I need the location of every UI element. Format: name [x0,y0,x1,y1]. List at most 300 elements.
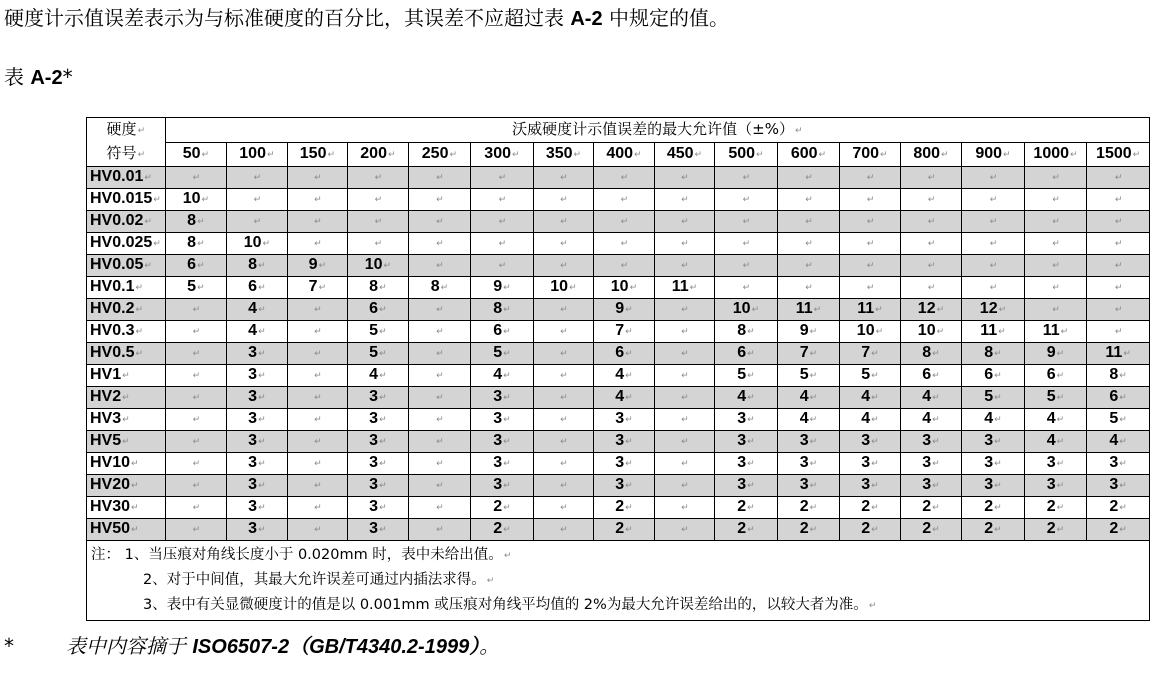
tolerance-cell: ↵ [654,299,715,321]
tolerance-cell: ↵ [533,519,594,541]
tolerance-cell: 3↵ [348,387,409,409]
tolerance-cell: 8↵ [1087,365,1150,387]
tolerance-cell: ↵ [408,365,471,387]
table-row [87,277,1150,299]
load-header-600: 600↵ [777,143,840,167]
corner-header [87,118,166,167]
tolerance-cell: ↵ [165,519,227,541]
table-row [87,497,1150,519]
tolerance-cell: 3↵ [227,431,288,453]
tolerance-cell: 12↵ [962,299,1025,321]
table-row [87,431,1150,453]
tolerance-cell: ↵ [471,167,534,189]
tolerance-cell: ↵ [408,321,471,343]
tolerance-cell: 3↵ [348,497,409,519]
tolerance-cell: ↵ [840,277,901,299]
tolerance-cell: 3↵ [777,475,840,497]
tolerance-cell: ↵ [408,189,471,211]
tolerance-cell: ↵ [654,321,715,343]
tolerance-cell: 8↵ [962,343,1025,365]
table-caption-name: A-2 [30,67,63,89]
tolerance-cell: 3↵ [1024,475,1087,497]
tolerance-cell: 10↵ [594,277,655,299]
hardness-symbol-cell: HV50↵ [87,519,166,541]
tolerance-cell: 2↵ [840,519,901,541]
tolerance-cell: ↵ [408,475,471,497]
tolerance-cell: ↵ [533,211,594,233]
tolerance-cell: ↵ [715,167,778,189]
tolerance-cell: ↵ [408,387,471,409]
tolerance-cell: 2↵ [594,497,655,519]
tolerance-cell: 5↵ [471,343,534,365]
tolerance-cell: ↵ [777,189,840,211]
tolerance-cell: ↵ [962,255,1025,277]
tolerance-cell: ↵ [840,189,901,211]
tolerance-cell: ↵ [533,167,594,189]
load-header-400: 400↵ [594,143,655,167]
table-row [87,387,1150,409]
table-header-row-1 [87,118,1150,143]
tolerance-cell: ↵ [165,343,227,365]
tolerance-cell: 8↵ [715,321,778,343]
tolerance-cell: 2↵ [715,497,778,519]
tolerance-cell: ↵ [533,321,594,343]
tolerance-cell: 3↵ [900,475,962,497]
tolerance-cell: 3↵ [227,365,288,387]
footnote-text-2: 。 [479,634,500,658]
tolerance-cell: ↵ [1087,211,1150,233]
tolerance-cell: 11↵ [1087,343,1150,365]
tolerance-cell: ↵ [471,189,534,211]
tolerance-cell: 8↵ [408,277,471,299]
tolerance-cell: 6↵ [715,343,778,365]
load-header-450: 450↵ [654,143,715,167]
tolerance-cell: 3↵ [962,475,1025,497]
tolerance-cell: ↵ [165,453,227,475]
load-header-250: 250↵ [408,143,471,167]
load-header-700: 700↵ [840,143,901,167]
tolerance-cell: ↵ [533,431,594,453]
hardness-symbol-cell: HV0.015↵ [87,189,166,211]
tolerance-cell: 3↵ [227,497,288,519]
tolerance-cell: 7↵ [840,343,901,365]
tolerance-cell: 3↵ [471,409,534,431]
tolerance-cell: ↵ [1087,189,1150,211]
hardness-symbol-cell: HV0.5↵ [87,343,166,365]
tolerance-cell: 5↵ [962,387,1025,409]
footnote [4,632,499,661]
tolerance-cell: 4↵ [840,409,901,431]
tolerance-cell: 3↵ [594,431,655,453]
tolerance-cell: 11↵ [1024,321,1087,343]
tolerance-cell: ↵ [777,277,840,299]
tolerance-cell: ↵ [715,189,778,211]
tolerance-cell: ↵ [900,167,962,189]
tolerance-cell: 8↵ [165,211,227,233]
load-header-1000: 1000↵ [1024,143,1087,167]
tolerance-cell: 5↵ [1024,387,1087,409]
hardness-symbol-cell: HV30↵ [87,497,166,519]
tolerance-cell: ↵ [408,211,471,233]
tolerance-cell: ↵ [840,167,901,189]
tolerance-cell: 10↵ [715,299,778,321]
tolerance-cell: ↵ [348,233,409,255]
tolerance-cell: 3↵ [471,475,534,497]
tolerance-cell: ↵ [1087,277,1150,299]
tolerance-cell: ↵ [962,233,1025,255]
table-header-row-loads [87,143,1150,167]
tolerance-cell: 2↵ [777,497,840,519]
tolerance-cell: ↵ [533,453,594,475]
tolerance-cell: ↵ [654,431,715,453]
corner-header-line-2: 符号↵ [106,144,146,162]
tolerance-cell: ↵ [348,211,409,233]
tolerance-cell: 4↵ [715,387,778,409]
tolerance-cell: 5↵ [348,343,409,365]
tolerance-cell: ↵ [1087,299,1150,321]
tolerance-cell: ↵ [348,189,409,211]
tolerance-cell: ↵ [287,431,348,453]
tolerance-cell: ↵ [1024,167,1087,189]
tolerance-cell: 6↵ [1087,387,1150,409]
tolerance-cell: 2↵ [962,519,1025,541]
tolerance-cell: ↵ [533,497,594,519]
tolerance-cell: ↵ [165,431,227,453]
tolerance-cell: ↵ [654,387,715,409]
corner-header-line-1: 硬度↵ [106,120,146,138]
tolerance-cell: ↵ [408,343,471,365]
tolerance-cell: 3↵ [962,453,1025,475]
tolerance-cell: ↵ [777,211,840,233]
tolerance-cell: 6↵ [1024,365,1087,387]
tolerance-cell: ↵ [165,475,227,497]
tolerance-cell: 3↵ [900,453,962,475]
tolerance-cell: ↵ [408,519,471,541]
table-row [87,409,1150,431]
table-caption [4,63,73,92]
tolerance-cell: 2↵ [900,519,962,541]
tolerance-cell: ↵ [900,211,962,233]
span-header-title: 沃威硬度计示值误差的最大允许值（±%）↵ [165,118,1149,143]
tolerance-cell: ↵ [715,255,778,277]
tolerance-cell: 3↵ [594,409,655,431]
tolerance-cell: 9↵ [287,255,348,277]
tolerance-cell: 3↵ [594,475,655,497]
tolerance-cell: ↵ [654,233,715,255]
tolerance-cell: 3↵ [471,431,534,453]
tolerance-cell: 6↵ [227,277,288,299]
tolerance-cell: ↵ [533,255,594,277]
intro-paragraph [4,4,729,33]
tolerance-cell: ↵ [1087,233,1150,255]
tolerance-cell: ↵ [165,299,227,321]
tolerance-cell: ↵ [287,211,348,233]
tolerance-cell: ↵ [900,189,962,211]
tolerance-cell: 3↵ [900,431,962,453]
tolerance-cell: 3↵ [1024,453,1087,475]
tolerance-cell: ↵ [287,233,348,255]
tolerance-cell: ↵ [287,343,348,365]
hardness-symbol-cell: HV20↵ [87,475,166,497]
tolerance-cell: ↵ [654,453,715,475]
note-line: 2、对于中间值，其最大允许误差可通过内插法求得。↵ [143,572,495,588]
tolerance-cell: 2↵ [471,519,534,541]
tolerance-cell: 8↵ [471,299,534,321]
tolerance-cell: ↵ [165,365,227,387]
tolerance-cell: ↵ [408,299,471,321]
tolerance-cell: 5↵ [1087,409,1150,431]
tolerance-cell: 3↵ [962,431,1025,453]
table-row [87,365,1150,387]
tolerance-cell: ↵ [533,189,594,211]
hardness-symbol-cell: HV3↵ [87,409,166,431]
tolerance-cell: ↵ [1024,255,1087,277]
tolerance-cell: 9↵ [777,321,840,343]
tolerance-cell: ↵ [962,211,1025,233]
tolerance-cell: 3↵ [227,519,288,541]
tolerance-cell: 10↵ [900,321,962,343]
tolerance-cell: ↵ [287,475,348,497]
hardness-symbol-cell: HV10↵ [87,453,166,475]
tolerance-cell: ↵ [471,211,534,233]
tolerance-cell: ↵ [165,409,227,431]
tolerance-cell: ↵ [408,453,471,475]
tolerance-cell: ↵ [1024,233,1087,255]
intro-table-ref: A-2 [570,8,603,30]
intro-text-2: 中规定的值。 [602,6,729,30]
tolerance-cell: ↵ [654,255,715,277]
tolerance-cell: 5↵ [715,365,778,387]
tolerance-cell: ↵ [287,387,348,409]
tolerance-cell: 5↵ [165,277,227,299]
tolerance-cell: 3↵ [715,431,778,453]
tolerance-cell: ↵ [962,189,1025,211]
tolerance-cell: ↵ [962,277,1025,299]
tolerance-cell: 8↵ [900,343,962,365]
tolerance-table [86,117,1150,621]
tolerance-cell: ↵ [840,233,901,255]
load-header-100: 100↵ [227,143,288,167]
tolerance-cell: 2↵ [1087,497,1150,519]
table-row [87,255,1150,277]
tolerance-cell: 2↵ [1024,519,1087,541]
tolerance-cell: ↵ [900,233,962,255]
tolerance-cell: 3↵ [348,431,409,453]
tolerance-cell: 4↵ [227,321,288,343]
tolerance-cell: ↵ [533,343,594,365]
tolerance-cell: 8↵ [165,233,227,255]
tolerance-cell: 3↵ [348,475,409,497]
hardness-symbol-cell: HV0.1↵ [87,277,166,299]
table-row [87,321,1150,343]
tolerance-cell: 4↵ [962,409,1025,431]
hardness-symbol-cell: HV2↵ [87,387,166,409]
hardness-symbol-cell: HV0.2↵ [87,299,166,321]
tolerance-cell: 3↵ [777,453,840,475]
tolerance-cell: ↵ [227,211,288,233]
tolerance-cell: 8↵ [227,255,288,277]
tolerance-cell: ↵ [654,365,715,387]
tolerance-cell: 10↵ [533,277,594,299]
tolerance-cell: ↵ [287,409,348,431]
hardness-symbol-cell: HV1↵ [87,365,166,387]
tolerance-cell: ↵ [287,321,348,343]
table-row [87,519,1150,541]
tolerance-cell: ↵ [654,409,715,431]
tolerance-cell: ↵ [840,211,901,233]
hardness-symbol-cell: HV5↵ [87,431,166,453]
table-caption-suffix: * [62,65,73,89]
notes-row [87,541,1150,621]
tolerance-cell: ↵ [533,299,594,321]
load-header-900: 900↵ [962,143,1025,167]
tolerance-cell: ↵ [471,233,534,255]
tolerance-cell: 3↵ [227,387,288,409]
tolerance-cell: 4↵ [1024,431,1087,453]
tolerance-cell: 3↵ [227,409,288,431]
table-row [87,299,1150,321]
table-row [87,453,1150,475]
tolerance-cell: 3↵ [715,475,778,497]
load-header-50: 50↵ [165,143,227,167]
tolerance-cell: ↵ [408,431,471,453]
tolerance-cell: ↵ [287,299,348,321]
tolerance-cell: 4↵ [471,365,534,387]
tolerance-cell: 3↵ [777,431,840,453]
footnote-text-1: 表中内容摘于 [66,634,193,658]
tolerance-cell: 12↵ [900,299,962,321]
load-header-350: 350↵ [533,143,594,167]
tolerance-cell: 4↵ [227,299,288,321]
tolerance-cell: ↵ [654,167,715,189]
tolerance-cell: ↵ [287,519,348,541]
load-header-300: 300↵ [471,143,534,167]
tolerance-cell: ↵ [654,343,715,365]
tolerance-cell: 11↵ [962,321,1025,343]
tolerance-cell: ↵ [287,189,348,211]
tolerance-cell: ↵ [165,497,227,519]
tolerance-cell: ↵ [1024,211,1087,233]
tolerance-cell: 5↵ [840,365,901,387]
tolerance-cell: ↵ [900,277,962,299]
tolerance-cell: 9↵ [471,277,534,299]
tolerance-cell: 4↵ [1087,431,1150,453]
tolerance-cell: ↵ [287,497,348,519]
tolerance-cell: ↵ [1087,167,1150,189]
tolerance-cell: 2↵ [1087,519,1150,541]
tolerance-cell: 6↵ [165,255,227,277]
tolerance-cell: 3↵ [227,343,288,365]
hardness-symbol-cell: HV0.02↵ [87,211,166,233]
tolerance-cell: 3↵ [348,519,409,541]
tolerance-cell: ↵ [533,365,594,387]
tolerance-cell: 8↵ [348,277,409,299]
load-header-200: 200↵ [348,143,409,167]
tolerance-cell: 10↵ [165,189,227,211]
tolerance-cell: 6↵ [471,321,534,343]
tolerance-cell: ↵ [1087,255,1150,277]
tolerance-cell: 5↵ [777,365,840,387]
tolerance-cell: 3↵ [840,431,901,453]
tolerance-cell: 10↵ [227,233,288,255]
tolerance-cell: 10↵ [348,255,409,277]
table-row [87,233,1150,255]
tolerance-cell: ↵ [165,321,227,343]
load-header-500: 500↵ [715,143,778,167]
tolerance-cell: 7↵ [287,277,348,299]
note-line: 注： 1、当压痕对角线长度小于 0.020mm 时，表中未给出值。↵ [91,547,512,563]
tolerance-cell: ↵ [533,233,594,255]
tolerance-cell: 2↵ [777,519,840,541]
tolerance-cell: 2↵ [962,497,1025,519]
tolerance-cell: ↵ [408,497,471,519]
tolerance-cell: ↵ [962,167,1025,189]
tolerance-cell: 2↵ [900,497,962,519]
table-row [87,211,1150,233]
tolerance-cell: ↵ [900,255,962,277]
tolerance-cell: ↵ [408,233,471,255]
tolerance-cell: 3↵ [348,409,409,431]
tolerance-cell: 6↵ [348,299,409,321]
tolerance-cell: 7↵ [594,321,655,343]
tolerance-cell: ↵ [348,167,409,189]
footnote-standard: ISO6507-2（GB/T4340.2-1999） [192,636,480,658]
tolerance-cell: ↵ [408,167,471,189]
tolerance-cell: ↵ [1024,299,1087,321]
footnote-source [66,634,499,658]
tolerance-cell: 6↵ [594,343,655,365]
footnote-marker: * [4,634,14,658]
tolerance-cell: 6↵ [962,365,1025,387]
tolerance-cell: 2↵ [840,497,901,519]
table-row [87,343,1150,365]
tolerance-cell: 4↵ [840,387,901,409]
tolerance-cell: ↵ [594,233,655,255]
tolerance-cell: ↵ [408,255,471,277]
tolerance-cell: ↵ [840,255,901,277]
load-header-800: 800↵ [900,143,962,167]
tolerance-cell: ↵ [287,167,348,189]
tolerance-cell: 3↵ [1087,475,1150,497]
tolerance-cell: ↵ [594,255,655,277]
tolerance-cell: 4↵ [348,365,409,387]
tolerance-cell: 6↵ [900,365,962,387]
table-caption-prefix: 表 [4,65,31,89]
tolerance-cell: ↵ [777,255,840,277]
tolerance-cell: 3↵ [715,409,778,431]
tolerance-cell: 4↵ [900,409,962,431]
hardness-symbol-cell: HV0.3↵ [87,321,166,343]
tolerance-cell: 11↵ [654,277,715,299]
tolerance-cell: ↵ [227,167,288,189]
tolerance-cell: ↵ [165,167,227,189]
tolerance-cell: 4↵ [594,365,655,387]
tolerance-cell: 3↵ [840,475,901,497]
tolerance-cell: ↵ [654,475,715,497]
tolerance-cell: ↵ [287,453,348,475]
intro-text-1: 硬度计示值误差表示为与标准硬度的百分比，其误差不应超过表 [4,6,571,30]
tolerance-cell: 4↵ [777,409,840,431]
tolerance-cell: 11↵ [840,299,901,321]
tolerance-cell: ↵ [533,409,594,431]
tolerance-cell: ↵ [533,387,594,409]
tolerance-cell: ↵ [594,211,655,233]
tolerance-cell: ↵ [654,519,715,541]
tolerance-cell: 4↵ [777,387,840,409]
tolerance-cell: ↵ [594,167,655,189]
tolerance-cell: ↵ [287,365,348,387]
tolerance-cell: ↵ [1024,277,1087,299]
